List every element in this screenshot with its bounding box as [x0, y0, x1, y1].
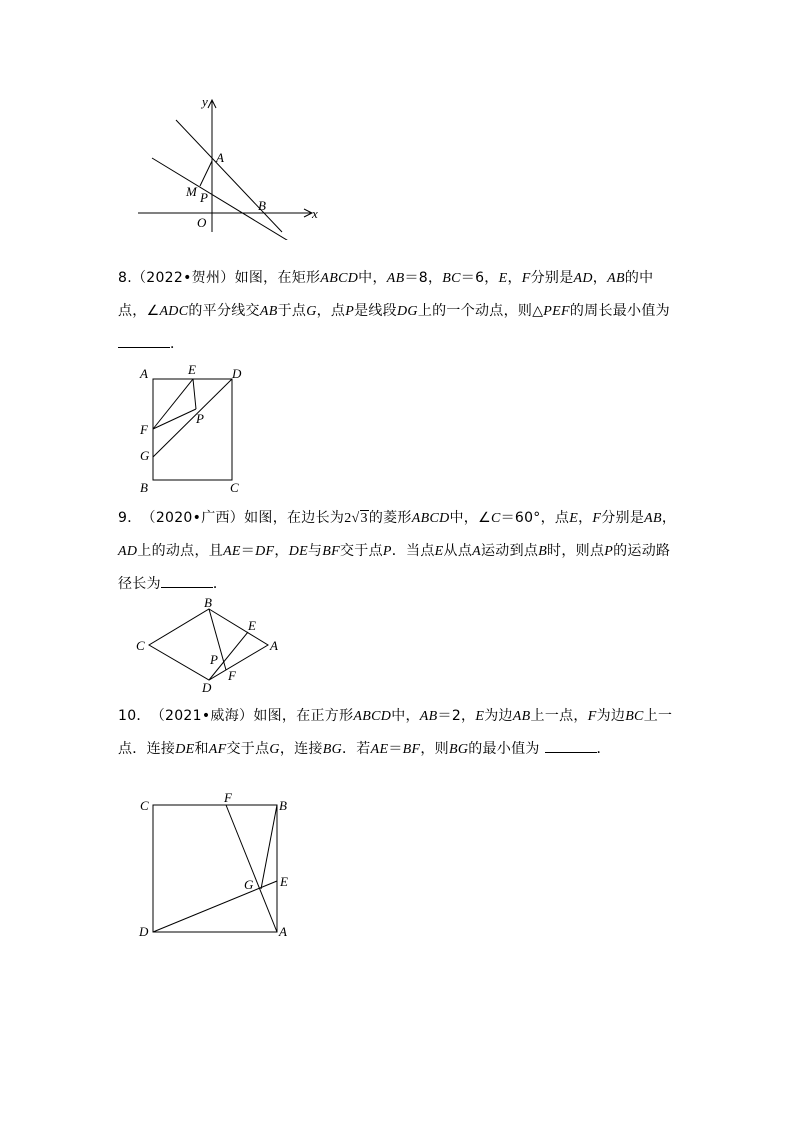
segment-fp [153, 409, 196, 429]
label-e: E [280, 874, 288, 889]
label-d: D [139, 924, 149, 939]
answer-blank[interactable] [161, 571, 213, 588]
label-d: D [202, 680, 212, 695]
label-p: P [200, 190, 208, 205]
label-b: B [204, 595, 212, 610]
label-f: F [140, 422, 148, 437]
answer-blank[interactable] [545, 736, 597, 753]
label-g: G [140, 448, 150, 463]
label-o: O [197, 215, 207, 230]
label-c: C [230, 480, 239, 495]
segment-bg [261, 805, 277, 889]
label-b: B [258, 198, 266, 213]
label-e: E [188, 362, 196, 377]
problem-9-text: 9．（2020•广西）如图，在边长为2√3的菱形ABCD中，∠C＝60°，点E，F分别是AB，AD上的动点，且AE＝DF，DE与BF交于点P．当点E从点A运动到点B时，则点P的运动路径长为 ． [118, 502, 678, 600]
label-a: A [140, 366, 148, 381]
segment-am [200, 161, 212, 186]
segment-dg [153, 379, 232, 457]
problem-9 [118, 502, 678, 600]
line-ab [176, 120, 282, 232]
problem-8 [118, 262, 678, 360]
label-p: P [210, 652, 218, 667]
label-c: C [140, 798, 149, 813]
rectangle-abcd [153, 379, 232, 480]
problem-10 [118, 700, 678, 766]
label-g: G [244, 877, 254, 892]
label-e: E [248, 618, 256, 633]
problem-number: 8. [118, 270, 132, 286]
problem-number: 9． [118, 510, 142, 526]
figure-8-rectangle-diagram [130, 360, 250, 500]
label-y: y [202, 94, 208, 109]
figure-9-rhombus-diagram [130, 592, 290, 697]
label-p: P [196, 411, 204, 426]
segment-ep [193, 379, 196, 409]
label-a: A [279, 924, 287, 939]
segment-af [226, 805, 277, 932]
label-b: B [279, 798, 287, 813]
sqrt-expression: 2√3 [344, 511, 368, 526]
problem-8-text: 8.（2022•贺州）如图，在矩形ABCD中，AB＝8，BC＝6，E，F分别是AD，AB的中点，∠ADC的平分线交AB于点G，点P是线段DG上的一个动点，则△PEF的周长最小值为 ． [118, 262, 678, 360]
label-f: F [224, 790, 232, 805]
answer-blank[interactable] [118, 331, 170, 348]
square-abcd [153, 805, 277, 932]
label-a: A [270, 638, 278, 653]
label-b: B [140, 480, 148, 495]
label-c: C [136, 638, 145, 653]
label-x: x [312, 206, 318, 221]
label-d: D [232, 366, 242, 381]
segment-de [153, 881, 277, 932]
figure-7-coordinate-diagram [130, 90, 330, 240]
figure-10-square-diagram [130, 790, 300, 945]
label-m: M [186, 184, 197, 199]
segment-ef [153, 379, 193, 429]
problem-number: 10． [118, 708, 151, 724]
label-f: F [228, 668, 236, 683]
problem-10-text: 10．（2021•威海）如图，在正方形ABCD中，AB＝2，E为边AB上一点，F为边BC上一点．连接DE和AF交于点G，连接BG．若AE＝BF，则BG的最小值为 ． [118, 700, 678, 766]
label-a: A [216, 150, 224, 165]
